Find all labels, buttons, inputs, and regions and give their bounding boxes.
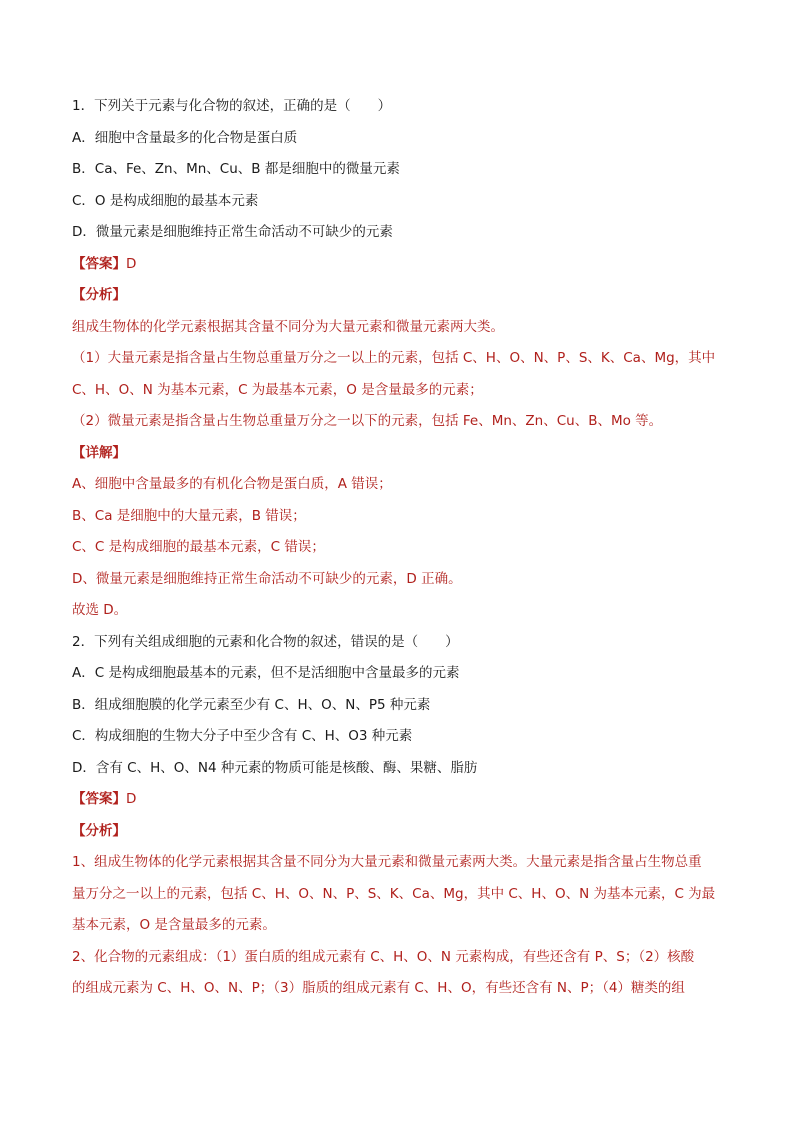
question-2-option-b: B．组成细胞膜的化学元素至少有 C、H、O、N、P5 种元素 [72, 696, 431, 713]
question-1-analysis-line: （2）微量元素是指含量占生物总重量万分之一以下的元素，包括 Fe、Mn、Zn、Cu、B、Mo 等。 [72, 413, 663, 429]
question-2-answer [72, 789, 722, 810]
question-1-detail-line: D、微量元素是细胞维持正常生命活动不可缺少的元素，D 正确。 [72, 570, 462, 587]
question-1-option-c: C．O 是构成细胞的最基本元素 [72, 192, 259, 209]
question-2-analysis-line: 量万分之一以上的元素，包括 C、H、O、N、P、S、K、Ca、Mg，其中 C、H、O、N 为基本元素，C 为最 [72, 885, 716, 902]
question-1-option-d: D．微量元素是细胞维持正常生命活动不可缺少的元素 [72, 224, 393, 240]
answer-value: D [126, 255, 137, 272]
question-1-analysis-tag: 【分析】 [72, 287, 126, 303]
question-2-option-d: D．含有 C、H、O、N4 种元素的物质可能是核酸、酶、果糖、脂肪 [72, 759, 478, 776]
document-page [72, 96, 722, 999]
question-1-option-a: A．细胞中含量最多的化合物是蛋白质 [72, 129, 298, 146]
question-2-analysis-line: 基本元素，O 是含量最多的元素。 [72, 917, 276, 933]
question-1-detail-tag: 【详解】 [72, 444, 126, 461]
question-1-stem: 1．下列关于元素与化合物的叙述，正确的是（ ） [72, 98, 392, 114]
question-1-detail-line: 故选 D。 [72, 602, 128, 618]
question-1-answer [72, 254, 722, 275]
question-2-stem: 2．下列有关组成细胞的元素和化合物的叙述，错误的是（ ） [72, 633, 459, 650]
question-1-analysis-line: 组成生物体的化学元素根据其含量不同分为大量元素和微量元素两大类。 [72, 318, 504, 335]
question-1-analysis-line: （1）大量元素是指含量占生物总重量万分之一以上的元素，包括 C、H、O、N、P、S、K、Ca、Mg，其中 [72, 350, 716, 366]
question-1-analysis-line: C、H、O、N 为基本元素，C 为最基本元素，O 是含量最多的元素； [72, 381, 483, 398]
question-2-analysis-line: 1、组成生物体的化学元素根据其含量不同分为大量元素和微量元素两大类。大量元素是指含量占生物总重 [72, 854, 702, 870]
question-2-analysis-line: 2、化合物的元素组成：（1）蛋白质的组成元素有 C、H、O、N 元素构成，有些还含有 P、S；（2）核酸 [72, 948, 695, 965]
question-2-option-c: C．构成细胞的生物大分子中至少含有 C、H、O3 种元素 [72, 728, 413, 744]
question-1-detail-line: A、细胞中含量最多的有机化合物是蛋白质，A 错误； [72, 476, 392, 492]
question-2-option-a: A．C 是构成细胞最基本的元素，但不是活细胞中含量最多的元素 [72, 665, 460, 681]
question-1-detail-line: B、Ca 是细胞中的大量元素，B 错误； [72, 507, 306, 524]
question-1-option-b: B．Ca、Fe、Zn、Mn、Cu、B 都是细胞中的微量元素 [72, 161, 400, 177]
answer-value: D [126, 791, 137, 807]
question-1-detail-line: C、C 是构成细胞的最基本元素，C 错误； [72, 539, 325, 555]
question-2-analysis-tag: 【分析】 [72, 822, 126, 839]
question-2-analysis-line: 的组成元素为 C、H、O、N、P；（3）脂质的组成元素有 C、H、O，有些还含有 N、P；（4）糖类的组 [72, 980, 685, 996]
answer-tag: 【答案】 [72, 255, 126, 272]
answer-tag: 【答案】 [72, 791, 126, 807]
